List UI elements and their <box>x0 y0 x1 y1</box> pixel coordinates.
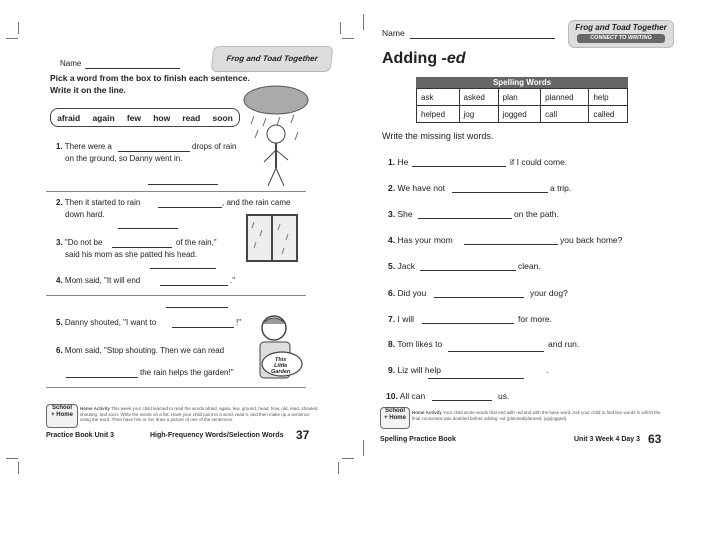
question-text: on the ground, so Danny went in. <box>65 154 183 163</box>
footer-lesson: Unit 3 Week 4 Day 3 <box>574 436 641 443</box>
question-text: on the path. <box>514 209 559 219</box>
name-field[interactable] <box>85 68 180 69</box>
question-text: 4. Has your mom <box>388 235 453 245</box>
answer-blank[interactable] <box>428 378 524 379</box>
divider <box>46 295 306 296</box>
divider <box>46 387 306 388</box>
crop-mark <box>363 440 364 456</box>
spelling-word: jog <box>459 106 498 123</box>
question-text: your dog? <box>530 288 568 298</box>
answer-blank[interactable] <box>172 327 234 328</box>
answer-blank[interactable] <box>158 207 222 208</box>
instruction-line: Write it on the line. <box>50 85 126 95</box>
question-text: 4. Mom said, "It will end <box>56 276 141 285</box>
right-worksheet-page <box>360 0 720 540</box>
answer-blank[interactable] <box>160 285 228 286</box>
word-box-word: how <box>153 112 171 123</box>
question-text: 3. She <box>388 209 413 219</box>
question-text: 10. All can <box>386 391 426 401</box>
name-field[interactable] <box>410 38 555 39</box>
answer-blank[interactable] <box>422 323 514 324</box>
question-text: of the rain," <box>176 238 217 247</box>
footer-book: Spelling Practice Book <box>380 436 456 443</box>
school-home-logo: School + Home <box>380 407 410 429</box>
crop-mark <box>363 14 364 30</box>
question-text: clean. <box>518 261 541 271</box>
question-text: a trip. <box>550 183 572 193</box>
question-text: said his mom as she patted his head. <box>65 250 198 259</box>
question-text: 7. I will <box>388 314 414 324</box>
crop-mark <box>6 458 18 459</box>
page-number: 63 <box>648 432 662 446</box>
answer-blank[interactable] <box>166 307 228 308</box>
spelling-words-table <box>416 88 628 123</box>
question-text: us. <box>498 391 510 401</box>
question-text: . <box>546 365 549 375</box>
spelling-word: call <box>541 106 589 123</box>
spelling-word: jogged <box>498 106 541 123</box>
divider <box>46 191 306 192</box>
crop-mark <box>18 462 19 474</box>
answer-blank[interactable] <box>118 228 178 229</box>
answer-blank[interactable] <box>448 351 544 352</box>
question-text: 3. "Do not be <box>56 238 103 247</box>
spelling-word: help <box>589 89 628 106</box>
question-text: drops of rain <box>192 142 237 151</box>
answer-blank[interactable] <box>66 377 138 378</box>
question-text: for more. <box>518 314 553 324</box>
name-label: Name <box>60 59 82 68</box>
answer-blank[interactable] <box>150 268 216 269</box>
question-text: 8. Tom likes to <box>388 339 443 349</box>
question-text: !" <box>236 318 242 327</box>
question-text: the rain helps the garden!" <box>140 368 234 377</box>
question-text: 1. There were a <box>56 142 112 151</box>
spelling-word: called <box>589 106 628 123</box>
crop-mark <box>340 22 341 34</box>
word-box <box>50 108 240 127</box>
question-text: 2. Then it started to rain <box>56 198 141 207</box>
instruction-line: Write the missing list words. <box>382 131 494 141</box>
footer-skill: High-Frequency Words/Selection Words <box>150 432 284 439</box>
home-activity-note: Home Activity This week your child learned to read the words afraid, again, few, ground, head, how, old, read, shouted, shouting, and soon. Write the words on a list. Have your child point to a word, read it, and then make up a sentence using the word. Then have him or her draw a picture of one of the sentences. <box>80 406 319 422</box>
spelling-word: ask <box>417 89 460 106</box>
question-text: 6. Did you <box>388 288 427 298</box>
answer-blank[interactable] <box>112 247 172 248</box>
answer-blank[interactable] <box>464 244 558 245</box>
crop-mark <box>342 38 354 39</box>
section-banner: Frog and Toad Together CONNECT TO WRITING <box>568 20 674 48</box>
crop-mark <box>338 462 339 474</box>
answer-blank[interactable] <box>452 192 548 193</box>
answer-blank[interactable] <box>412 166 506 167</box>
word-box-word: few <box>126 112 141 123</box>
spelling-word: plan <box>498 89 541 106</box>
answer-blank[interactable] <box>420 270 516 271</box>
garden-sign: This Little Garden <box>271 357 291 375</box>
question-text: down hard. <box>65 210 105 219</box>
question-text: 1. He <box>388 157 409 167</box>
question-text: 5. Danny shouted, "I want to <box>56 318 157 327</box>
question-text: 5. Jack <box>388 261 415 271</box>
rain-boy-illustration <box>236 82 320 192</box>
name-label: Name <box>382 28 405 38</box>
home-activity-note: Home Activity Your child wrote words that end with -ed and with the base word. Ask your child to find two words in which the final consonant was doubled before adding -ed (planned/planned, jog/jogged). <box>412 410 661 421</box>
spelling-word: asked <box>459 89 498 106</box>
boy-with-sign-illustration <box>246 312 310 388</box>
question-text: if I could come. <box>510 157 568 167</box>
section-banner: Frog and Toad Together <box>211 46 334 72</box>
answer-blank[interactable] <box>432 400 492 401</box>
spelling-words-header: Spelling Words <box>416 77 628 88</box>
spelling-word: planned <box>541 89 589 106</box>
crop-mark <box>18 22 19 34</box>
instruction-line: Pick a word from the box to finish each sentence. <box>50 73 250 83</box>
question-text: 9. Liz will help <box>388 365 441 375</box>
question-text: you back home? <box>560 235 623 245</box>
crop-mark <box>342 458 354 459</box>
window-rain-illustration <box>244 212 302 266</box>
word-box-word: again <box>92 112 115 123</box>
page-number: 37 <box>296 428 310 442</box>
answer-blank[interactable] <box>148 184 218 185</box>
word-box-word: afraid <box>57 112 81 123</box>
question-text: 2. We have not <box>388 183 446 193</box>
answer-blank[interactable] <box>434 297 524 298</box>
question-text: , and the rain came <box>222 198 291 207</box>
worksheet-title: Adding -ed <box>382 50 466 67</box>
question-text: and run. <box>548 339 580 349</box>
question-text: 6. Mom said, "Stop shouting. Then we can read <box>56 346 225 355</box>
answer-blank[interactable] <box>418 218 512 219</box>
word-box-word: read <box>182 112 201 123</box>
answer-blank[interactable] <box>118 151 190 152</box>
crop-mark <box>6 38 18 39</box>
question-text: ." <box>230 276 236 285</box>
spelling-word: helped <box>417 106 460 123</box>
school-home-logo: School + Home <box>46 404 78 428</box>
footer-book: Practice Book Unit 3 <box>46 432 115 439</box>
word-box-word: soon <box>212 112 233 123</box>
